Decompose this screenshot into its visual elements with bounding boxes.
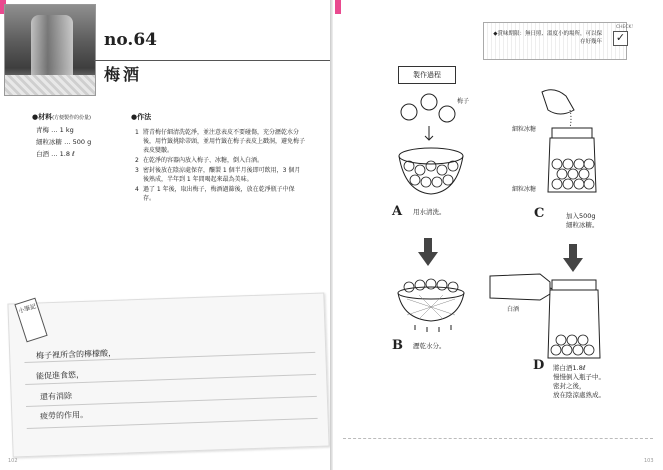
ingredient-item: 青梅 … 1 kg [36,126,74,134]
check-label: CHECK！ [616,25,636,30]
bottom-dashed-rule [343,438,653,440]
method-step: 4 過了 1 年後，取出梅子，梅酒過篩後，放在乾淨瓶子中保存。 [135,186,295,202]
step-caption-a: 用水清洗。 [413,208,446,216]
page-number-right: 103 [644,458,654,464]
memo-line: 疲勞的作用。 [39,410,89,421]
plum-label: 梅子 [457,98,470,105]
drain-colander-illustration [395,275,475,335]
ingredient-item: 白酒 … 1.8 ℓ [36,150,75,158]
memo-line: 還有消除 [39,391,73,402]
step-caption-b: 瀝乾水分。 [413,342,446,350]
liquor-label: 白酒 [507,306,520,313]
method-step: 2 在乾淨的容器內放入梅子、冰糖，倒入白酒。 [135,157,264,164]
check-icon: ✓ [613,31,628,46]
page-number-left: 102 [8,458,18,464]
step-caption-d: 將白酒1.8ℓ 慢慢倒入瓶子中。 密封之後， 放在陰涼處熟成。 [553,364,605,399]
method-step: 1 將青梅仔細清洗乾淨，並注意表皮不要碰傷，充分瀝乾水分後，用竹籤挑除蒂頭，並用竹籤在梅子表皮上戳洞，避免梅子表皮變皺。 [135,129,306,154]
umeshu-jar-photo [4,4,96,96]
step-letter-b: B [392,338,403,353]
step-caption-c: 加入500g 細粒冰糖。 [566,212,599,229]
add-sugar-illustration [530,88,600,198]
recipe-number: no.64 [104,30,157,50]
step-letter-d: D [533,358,545,373]
arrow-down-icon [563,244,583,272]
method-steps [135,128,305,204]
arrow-down-icon [418,238,438,266]
ingredients-heading [32,112,91,122]
title-rule [94,60,330,61]
shelf-life-tip: ◆賞味期限：無日照、溫度小的場所，可以保存好幾年 [493,31,602,45]
method-step: 3 密封後放在陰涼處保存，釀製 1 個半月後即可飲用，3 個月後熟成，半年到 1 年間喝起來最為美味。 [135,167,301,183]
sugar-label-mid: 細粒冰糖 [512,186,537,193]
wash-plums-illustration [395,92,475,202]
step-letter-a: A [392,204,403,219]
pour-liquor-illustration [488,272,598,362]
ingredients-note: (方便製作的份量) [52,115,92,121]
memo-line: 梅子裡所含的檸檬酸， [35,348,117,361]
memo-tag: 小筆記 [14,298,47,343]
jar-shape [31,15,73,81]
page-corner-tab-right [335,0,341,14]
memo-line: 能促進食慾， [35,370,85,381]
sugar-label-top: 細粒冰糖 [512,126,537,133]
step-letter-c: C [534,206,545,221]
ingredients-label: ●材料 [32,113,53,121]
method-heading: ●作法 [131,113,152,121]
process-heading: 製作過程 [398,66,456,84]
lace-doily [5,75,95,95]
ingredient-item: 細粒冰糖 … 500 g [36,138,92,146]
recipe-title: 梅酒 [104,65,143,84]
book-gutter [330,0,333,470]
